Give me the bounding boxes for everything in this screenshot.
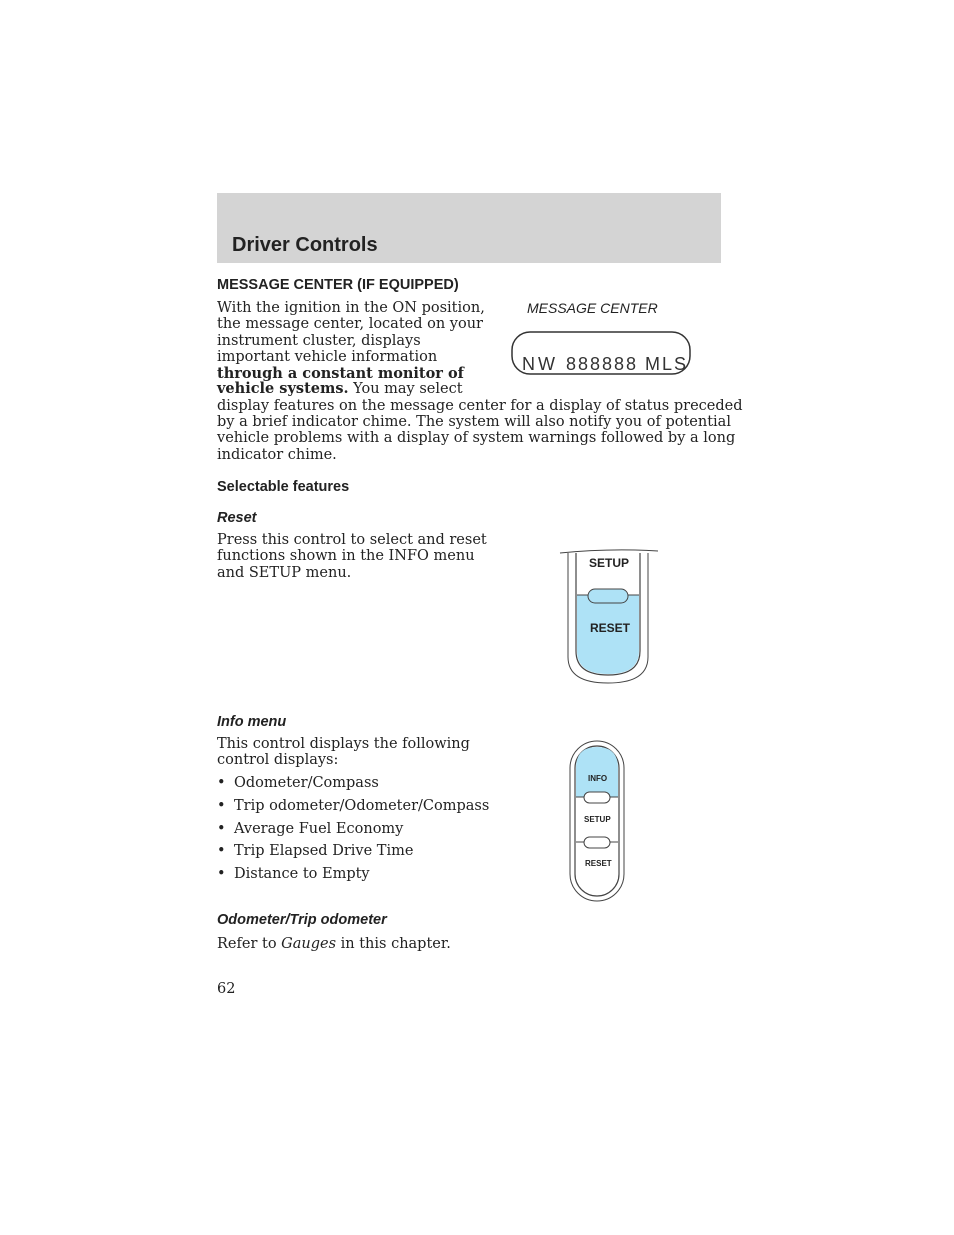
display-heading: NW xyxy=(522,354,558,374)
gauges-reference: Gauges xyxy=(281,936,337,952)
reset-title: Reset xyxy=(217,510,257,526)
list-item-text: Trip odometer/Odometer/Compass xyxy=(234,797,490,814)
bullet-icon: • xyxy=(217,843,226,860)
display-units: MLS xyxy=(645,354,689,374)
paragraph-line: With the ignition in the ON position, xyxy=(217,300,485,316)
subsection-title: Selectable features xyxy=(217,479,350,495)
page-number: 62 xyxy=(217,981,236,997)
display-odometer: 888888 xyxy=(566,354,639,374)
paragraph-line: This control displays the following xyxy=(217,736,470,752)
list-item xyxy=(217,775,379,791)
bold-phrase: vehicle systems. xyxy=(217,380,349,397)
paragraph-line: by a brief indicator chime. The system will also notify you of potential xyxy=(217,413,731,430)
list-item-text: Trip Elapsed Drive Time xyxy=(234,843,414,860)
list-item xyxy=(217,866,370,882)
reset-label: RESET xyxy=(585,859,612,868)
odometer-title: Odometer/Trip odometer xyxy=(217,912,387,928)
paragraph-line xyxy=(217,381,463,397)
odometer-text: Refer to Gauges in this chapter. xyxy=(217,936,451,952)
reset-divider-button xyxy=(588,589,628,603)
reset-label: RESET xyxy=(590,621,631,635)
info-title: Info menu xyxy=(217,714,287,730)
paragraph-line: control displays: xyxy=(217,752,339,769)
paragraph-line: through a constant monitor of xyxy=(217,364,464,382)
info-divider-button-1 xyxy=(584,792,610,803)
paragraph-line: indicator chime. xyxy=(217,446,337,463)
message-center-display xyxy=(508,328,694,378)
bullet-icon: • xyxy=(217,866,226,883)
paragraph-line: important vehicle information xyxy=(217,349,438,366)
info-control-figure xyxy=(565,738,629,904)
paragraph-line: and SETUP menu. xyxy=(217,564,352,581)
setup-label: SETUP xyxy=(589,556,630,570)
info-label: INFO xyxy=(588,774,608,783)
info-highlight xyxy=(576,747,618,797)
paragraph-line: vehicle problems with a display of system warnings followed by a long xyxy=(217,430,736,447)
paragraph-line: instrument cluster, displays xyxy=(217,332,421,349)
bullet-icon: • xyxy=(217,820,226,837)
setup-label: SETUP xyxy=(584,815,611,824)
paragraph-line: functions shown in the INFO menu xyxy=(217,548,475,565)
paragraph-line: the message center, located on your xyxy=(217,316,483,333)
list-item-text: Odometer/Compass xyxy=(234,775,379,791)
bullet-icon: • xyxy=(217,775,226,791)
list-item-text: Distance to Empty xyxy=(234,866,370,883)
section-title: MESSAGE CENTER (IF EQUIPPED) xyxy=(217,277,459,293)
bullet-icon: • xyxy=(217,797,226,814)
list-item xyxy=(217,821,403,837)
info-divider-button-2 xyxy=(584,837,610,848)
figure-label: MESSAGE CENTER xyxy=(527,300,658,316)
list-item xyxy=(217,843,413,859)
page-title: Driver Controls xyxy=(232,234,378,256)
list-item-text: Average Fuel Economy xyxy=(234,820,404,837)
reset-control-figure xyxy=(550,545,662,687)
paragraph-line: display features on the message center for a display of status preceded xyxy=(217,397,743,414)
paragraph-line: Press this control to select and reset xyxy=(217,532,487,548)
list-item xyxy=(217,798,489,814)
text-run: You may select xyxy=(348,381,463,397)
